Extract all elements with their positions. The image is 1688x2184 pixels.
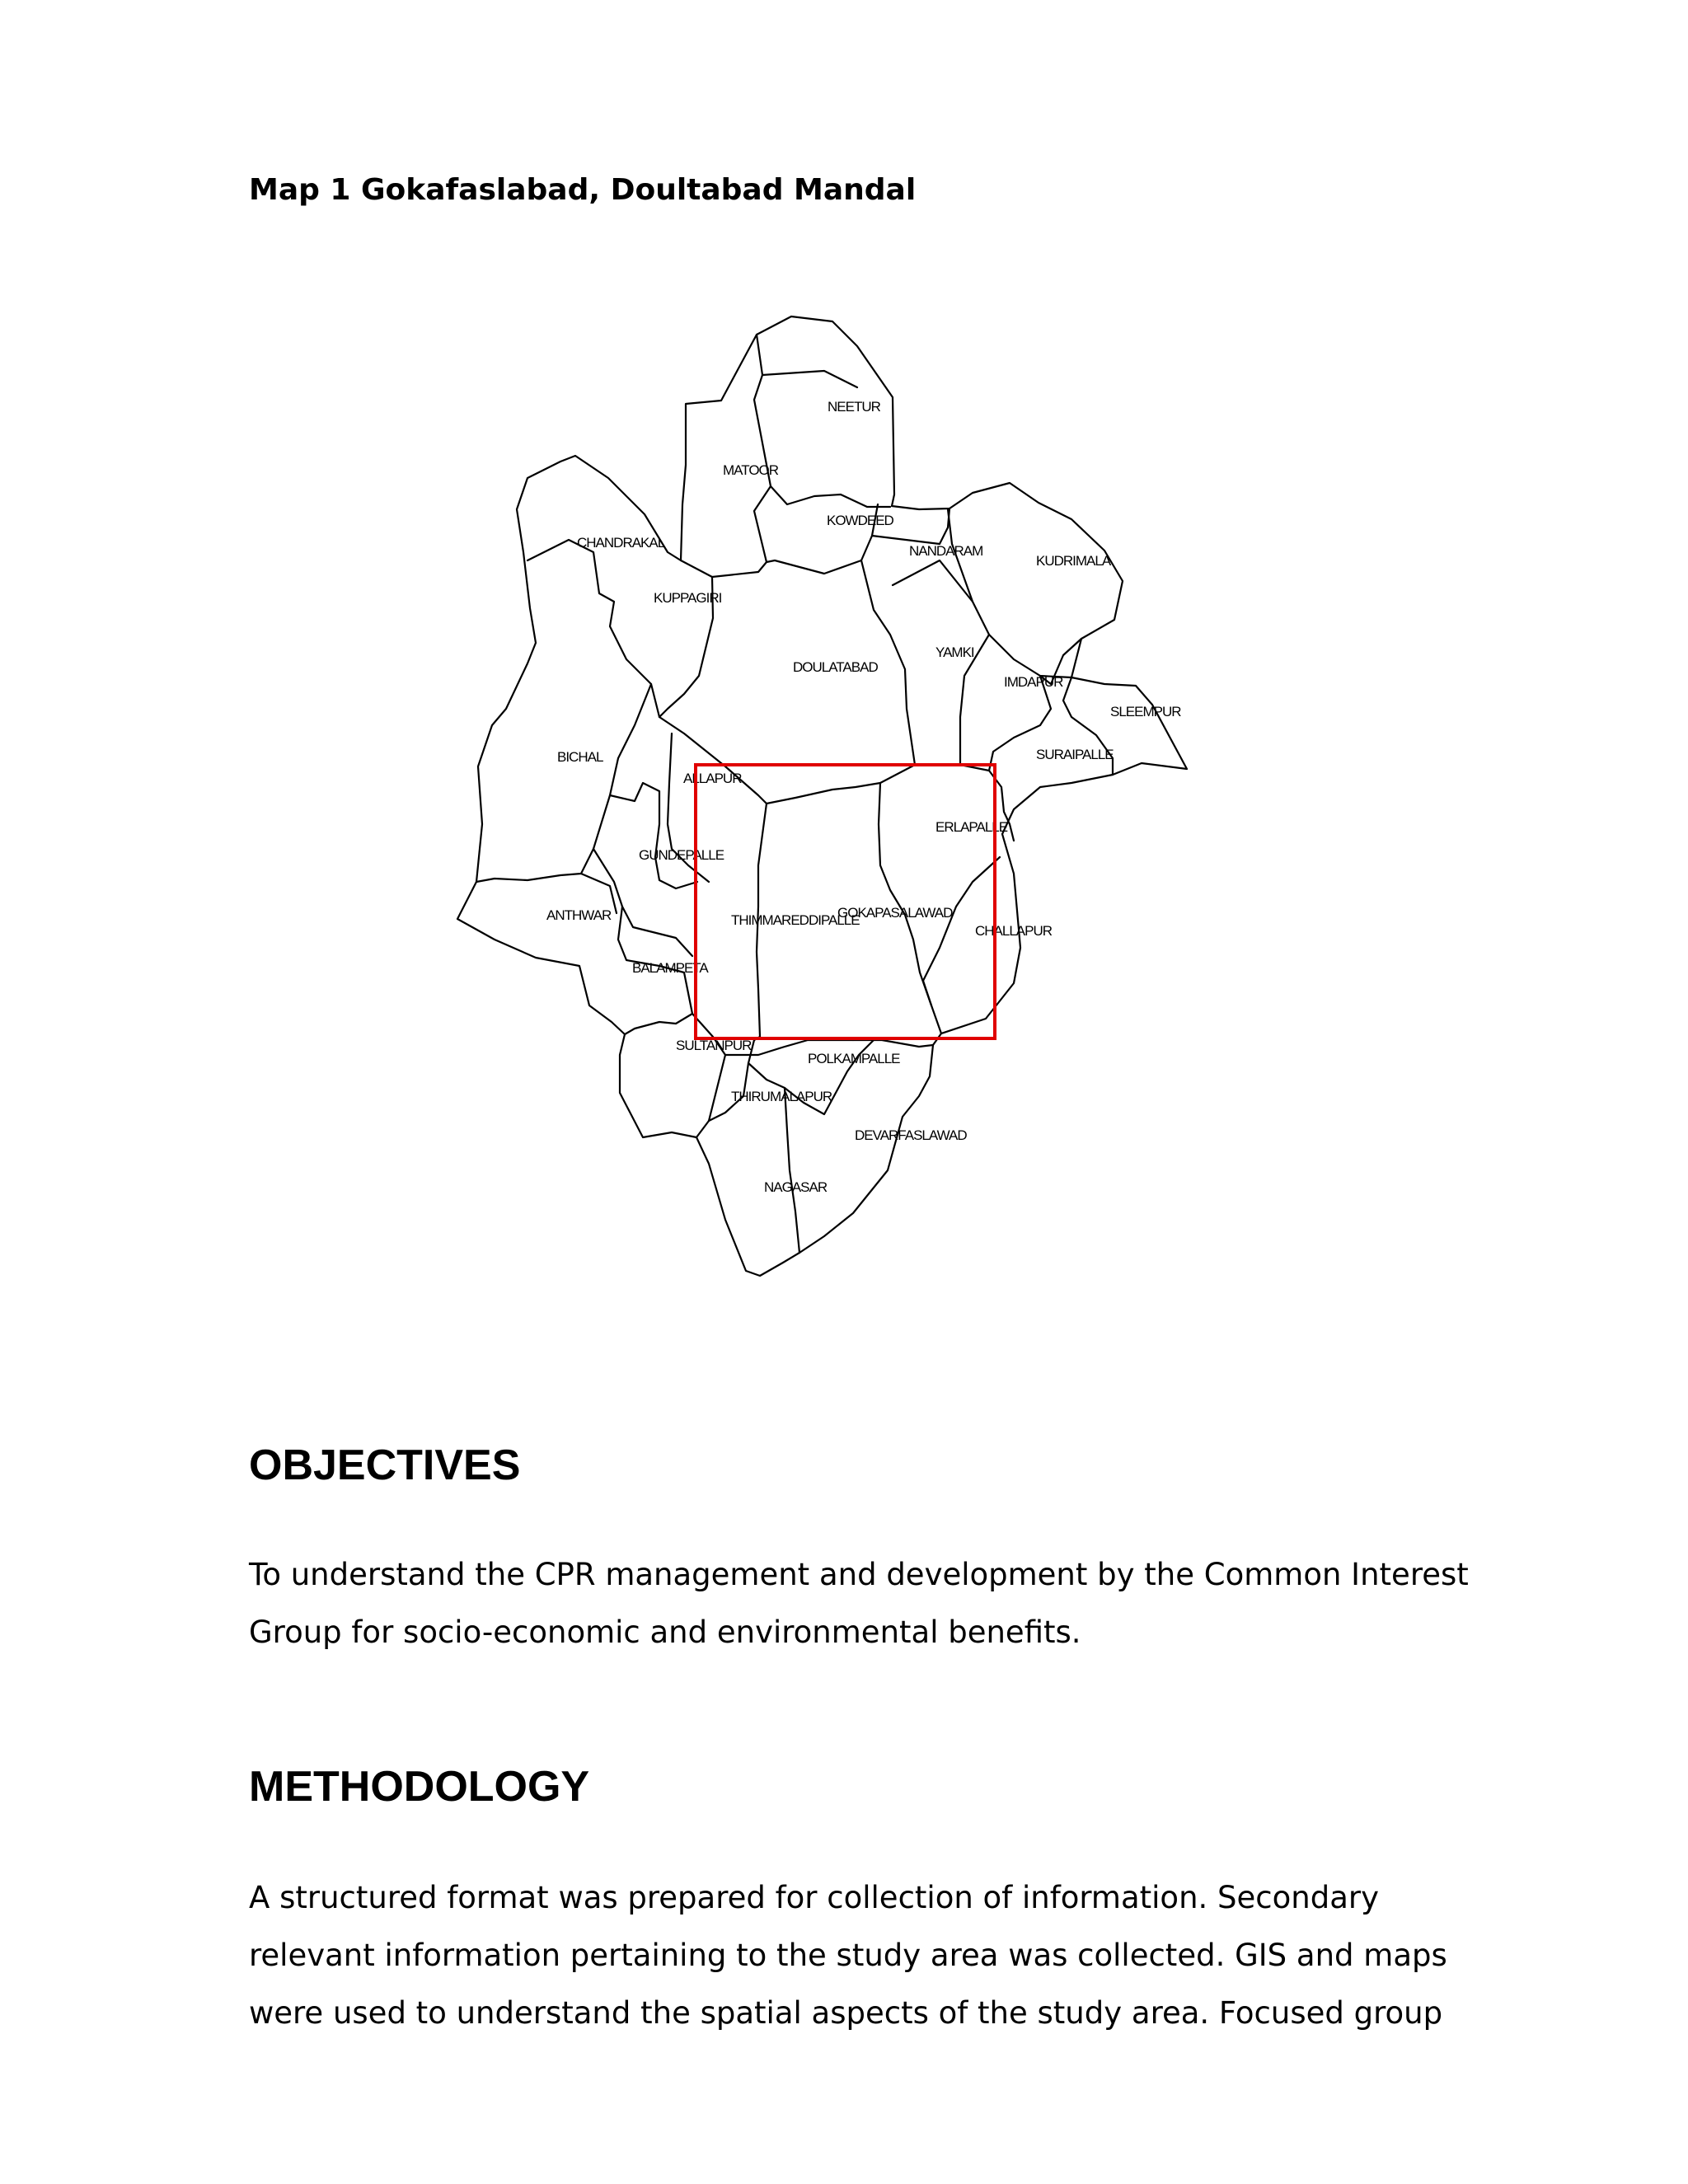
village-label: BALAMPETA	[632, 960, 708, 976]
village-label: SULTANPUR	[676, 1038, 752, 1053]
objectives-line: To understand the CPR management and development by the Common Interest	[249, 1557, 1469, 1592]
objectives-line: Group for socio-economic and environmental benefits.	[249, 1615, 1081, 1650]
map-title: Map 1 Gokafaslabad, Doultabad Mandal	[249, 173, 917, 207]
village-label: CHANDRAKAL	[577, 535, 665, 551]
village-label: BICHAL	[557, 749, 603, 765]
village-label: GOKAPASALAWAD	[837, 905, 953, 921]
village-label: CHALLAPUR	[975, 923, 1053, 939]
village-label: IMDAPUR	[1004, 674, 1063, 690]
village-label: GUNDEPALLE	[639, 847, 724, 863]
village-label: NAGASAR	[764, 1179, 828, 1195]
village-label: MATOOR	[723, 462, 779, 478]
mandal-outer-boundary	[457, 316, 1187, 1276]
methodology-heading: METHODOLOGY	[249, 1763, 590, 1811]
methodology-paragraph	[249, 1869, 1452, 2042]
village-label: DEVARFASLAWAD	[855, 1127, 967, 1143]
village-label: SURAIPALLE	[1036, 747, 1114, 762]
village-label: KUPPAGIRI	[654, 590, 722, 606]
village-label: KUDRIMALA	[1036, 553, 1111, 569]
village-label: POLKAMPALLE	[808, 1051, 900, 1066]
village-labels	[546, 399, 1181, 1195]
study-area-highlight	[696, 765, 995, 1038]
village-label: THIMMAREDDIPALLE	[731, 912, 860, 928]
village-label: DOULATABAD	[793, 659, 878, 675]
village-label: SLEEMPUR	[1110, 704, 1181, 719]
village-label: KOWDEED	[827, 513, 893, 528]
village-label: THIRUMALAPUR	[731, 1089, 832, 1104]
village-label: ALLAPUR	[683, 771, 742, 786]
methodology-line: were used to understand the spatial aspects of the study area. Focused group	[249, 1995, 1443, 2031]
village-label: NANDARAM	[909, 543, 983, 559]
village-label: ANTHWAR	[546, 907, 612, 923]
village-boundaries	[457, 316, 1187, 1276]
objectives-paragraph	[249, 1546, 1469, 1661]
objectives-heading: OBJECTIVES	[249, 1441, 521, 1489]
village-label: NEETUR	[828, 399, 880, 415]
village-label: ERLAPALLE	[935, 819, 1008, 835]
methodology-line: A structured format was prepared for collection of information. Secondary	[249, 1880, 1379, 1915]
village-label: YAMKI	[935, 644, 974, 660]
methodology-line: relevant information pertaining to the study area was collected. GIS and maps	[249, 1938, 1447, 1973]
